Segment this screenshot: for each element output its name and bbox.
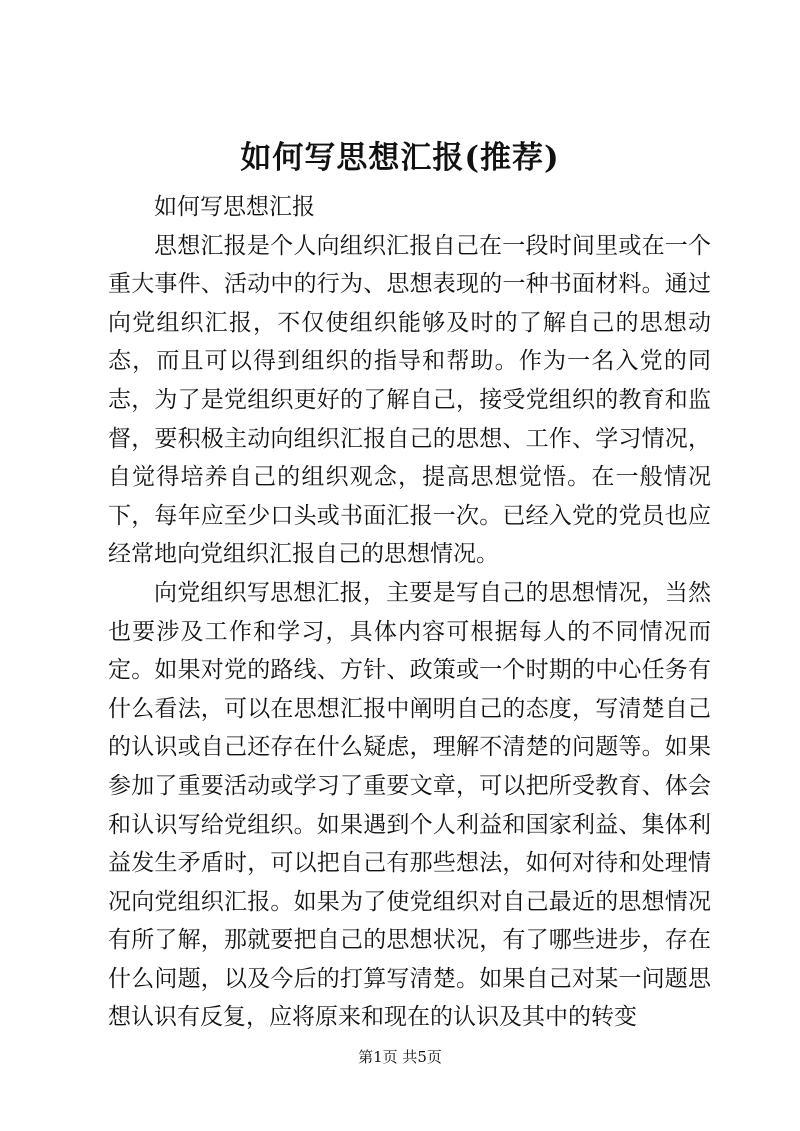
page-footer: 第1页 共5页 [358, 1048, 442, 1066]
document-body [108, 188, 711, 1037]
paragraph-1: 思想汇报是个人向组织汇报自己在一段时间里或在一个重大事件、活动中的行为、思想表现的一种书面材料。通过向党组织汇报，不仅使组织能够及时的了解自己的思想动态，而且可以得到组织的指导和帮助。作为一名入党的同志，为了是党组织更好的了解自己，接受党组织的教育和监督，要积极主动向组织汇报自己的思想、工作、学习情况，自觉得培养自己的组织观念，提高思想觉悟。在一般情况下，每年应至少口头或书面汇报一次。已经入党的党员也应经常地向党组织汇报自己的思想情况。 [108, 232, 711, 568]
paragraph-2: 向党组织写思想汇报，主要是写自己的思想情况，当然也要涉及工作和学习，具体内容可根据每人的不同情况而定。如果对党的路线、方针、政策或一个时期的中心任务有什么看法，可以在思想汇报中阐明自己的态度，写清楚自己的认识或自己还存在什么疑虑，理解不清楚的问题等。如果参加了重要活动或学习了重要文章，可以把所受教育、体会和认识写给党组织。如果遇到个人利益和国家利益、集体利益发生矛盾时，可以把自己有那些想法，如何对待和处理情况向党组织汇报。如果为了使党组织对自己最近的思想情况有所了解，那就要把自己的思想状况，有了哪些进步，存在什么问题，以及今后的打算写清楚。如果自己对某一问题思想认识有反复，应将原来和现在的认识及其中的转变 [108, 579, 711, 1031]
document-subtitle: 如何写思想汇报 [154, 194, 315, 220]
document-title: 如何写思想汇报(推荐) [240, 140, 560, 176]
